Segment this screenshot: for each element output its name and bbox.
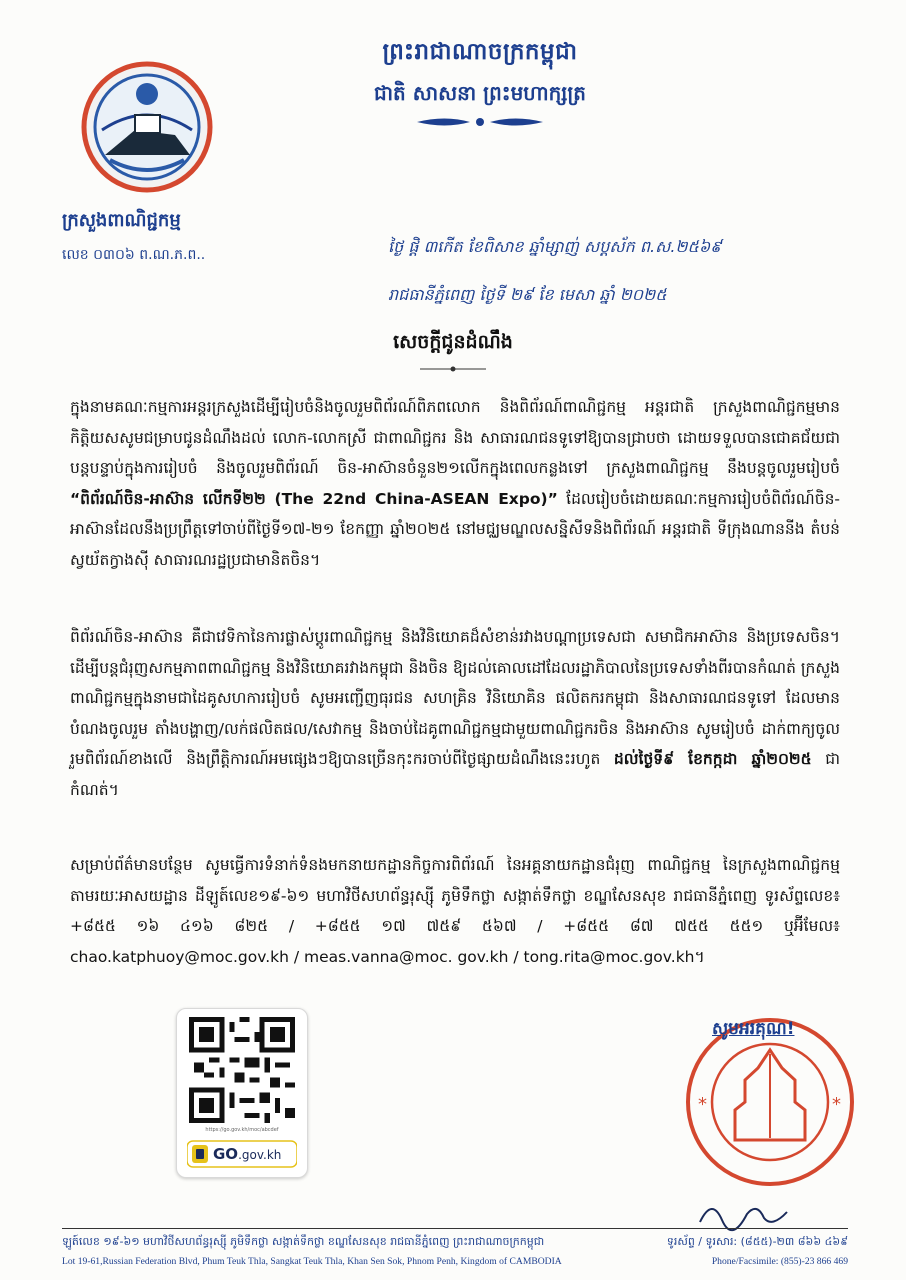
ministry-name: ក្រសួងពាណិជ្ជកម្ម (62, 210, 181, 231)
thank-you-label: សូមអរគុណ! (712, 1019, 795, 1039)
kingdom-heading: ព្រះរាជាណាចក្រកម្ពុជា (382, 39, 578, 65)
paragraph-invitation (70, 622, 840, 805)
footer-english (62, 1256, 848, 1267)
solar-date: រាជធានីភ្នំពេញ ថ្ងៃទី ២៩ ខែ មេសា ឆ្នាំ ២០២៥ (388, 285, 667, 304)
footer-khmer-address: ឡូត៍លេខ ១៩-៦១ មហាវិថីសហព័ន្ធរុស្ស៊ី ភូមិទឹកថ្លា សង្កាត់ទឹកថ្លា ខណ្ឌសែនសុខ រាជធានីភ្នំពេញ ព្រះរាជាណាចក្រកម្ពុជា (62, 1235, 545, 1248)
notice-title: សេចក្តីជូនដំណឹង (393, 331, 513, 353)
footer-english-phone: Phone/Facsimile: (855)-23 866 469 (711, 1256, 848, 1267)
footer-khmer (62, 1235, 848, 1251)
ministry-logo (80, 60, 215, 195)
deadline: ដល់ថ្ងៃទី៩ ខែកក្កដា ឆ្នាំ២០២៥ (613, 750, 812, 768)
title-ornament (420, 364, 486, 374)
reference-number: លេខ ០៣០៦ ព.ណ.ភ.ព.. (62, 247, 206, 263)
svg-text:*: * (832, 1094, 841, 1115)
go-brand-suffix: .gov.kh (238, 1148, 282, 1162)
footer-khmer-phone: ទូរស័ព្ទ / ទូរសារ: (៨៥៥)-២៣ ៨៦៦ ៤៦៩ (666, 1235, 848, 1248)
expo-name: “ពិព័រណ៍ចិន-អាស៊ាន លើកទី២២ (The 22nd China-ASEAN Expo)” (70, 489, 558, 508)
paragraph-contact: សម្រាប់ព័ត៌មានបន្ថែម សូមធ្វើការទំនាក់ទំនងមកនាយកដ្ឋានកិច្ចការពិព័រណ៍ នៃអគ្គនាយកដ្ឋានជំរុញ ពាណិជ្ជកម្ម នៃក្រសួងពាណិជ្ជកម្ម តាមរយៈអាសយដ្ឋាន ដីឡូត៍លេខ១៩-៦១ មហាវិថីសហព័ន្ធរុស្ស៊ី ភូមិទឹកថ្លា សង្កាត់ទឹកថ្លា ខណ្ឌសែនសុខ រាជធានីភ្នំពេញ ទូរស័ព្ទលេខ៖ +៨៥៥ ១៦ ៤១៦ ៨២៥ / +៨៥៥ ១៧ ៧៥៩ ៥៦៧ / +៨៥៥ ៨៧ ៧៥៥ ៥៥១ ឬអ៊ីមែល៖ chao.katphuoy@moc.gov.kh / meas.vanna@moc. gov.kh / tong.rita@moc.gov.kh។ (70, 856, 840, 966)
national-motto: ជាតិ សាសនា ព្រះមហាក្សត្រ (374, 81, 586, 105)
header-ornament (415, 115, 545, 129)
qr-url: https://go.gov.kh/moc/abcdef (205, 1127, 279, 1133)
svg-text:*: * (698, 1094, 707, 1115)
go-brand-main: GO (213, 1145, 239, 1163)
signature (692, 1192, 812, 1232)
qr-card[interactable] (176, 1008, 308, 1178)
paragraph-invitation-text-a: ពិព័រណ៍ចិន-អាស៊ាន គឺជាវេទិកានៃការផ្លាស់ប្តូរពាណិជ្ជកម្ម និងវិនិយោគដ៏សំខាន់រវាងបណ្តាប្រទេសជា សមាជិកអាស៊ាន និងប្រទេសចិន។ ដើម្បីបន្តជំរុញសកម្មភាពពាណិជ្ជកម្ម និងវិនិយោគរវាងកម្ពុជា និងចិន ឱ្យដល់គោលដៅដែលរដ្ឋាភិបាលនៃប្រទេសទាំងពីរបានកំណត់ ក្រសួងពាណិជ្ជកម្មក្នុងនាមជាដៃគូសហការរៀបចំ សូមអញ្ជើញធុរជន សហគ្រិន វិនិយោគិន ផលិតករកម្ពុជា និងសាធារណជនទូទៅ ដែលមានបំណងចូលរួម តាំងបង្ហាញ/លក់ផលិតផល/សេវាកម្ម និងចាប់ដៃគូពាណិជ្ជកម្មជាមួយពាណិជ្ជករចិន និងអាស៊ាន សូមរៀបចំ ដាក់ពាក្យចូលរួមពិព័រណ៍ខាងលើ និងព្រឹត្តិការណ៍អមផ្សេងៗឱ្យបានច្រើនកុះករចាប់ពីថ្ងៃផ្សាយដំណឹងនេះរហូត (70, 628, 840, 768)
paragraph-intro-text-a: ក្នុងនាមគណៈកម្មការអន្តរក្រសួងដើម្បីរៀបចំនិងចូលរួមពិព័រណ៍ពិភពលោក និងពិព័រណ៍ពាណិជ្ជកម្ម អន្តរជាតិ ក្រសួងពាណិជ្ជកម្មមានកិត្តិយសសូមជម្រាបជូនដំណឹងដល់ លោក-លោកស្រី ជាពាណិជ្ជករ និង សាធារណជនទូទៅឱ្យបានជ្រាបថា ដោយទទួលបានជោគជ័យជាបន្តបន្ទាប់ក្នុងការរៀបចំ និងចូលរួមពិព័រណ៍ ចិន-អាស៊ានចំនួន២១លើកក្នុងពេលកន្លងទៅ ក្រសួងពាណិជ្ជកម្ម នឹងបន្តចូលរួមរៀបចំ (70, 398, 840, 477)
paragraph-invitation-text-b: ជាកំណត់។ (70, 750, 840, 799)
go-brand (213, 1145, 281, 1163)
qr-code-icon[interactable] (189, 1017, 295, 1123)
paragraph-intro (70, 392, 840, 575)
lunar-date: ថ្ងៃ ផ្តិ ៣កើត ខែពិសាខ ឆ្នាំម្សាញ់ សប្តស័ក ព.ស.២៥៦៩ (388, 237, 722, 256)
footer-english-address: Lot 19-61,Russian Federation Blvd, Phum Teuk Thla, Sangkat Teuk Thla, Khan Sen Sok, Phnom Penh, Kingdom of CAMBODIA (62, 1256, 562, 1267)
footer-divider (62, 1228, 848, 1229)
paragraph-intro-text-b: ដែលរៀបចំដោយគណៈកម្មការរៀបចំពិព័រណ៍ចិន-អាស៊ានដែលនឹងប្រព្រឹត្តទៅចាប់ពីថ្ងៃទី១៧-២១ ខែកញ្ញា ឆ្នាំ២០២៥ នៅមជ្ឈមណ្ឌលសន្និសីទនិងពិព័រណ៍ អន្តរជាតិ ទីក្រុងណាននីង តំបន់ស្វយ័តក្វាងស៊ី សាធារណរដ្ឋប្រជាមានិតចិន។ (70, 489, 841, 569)
